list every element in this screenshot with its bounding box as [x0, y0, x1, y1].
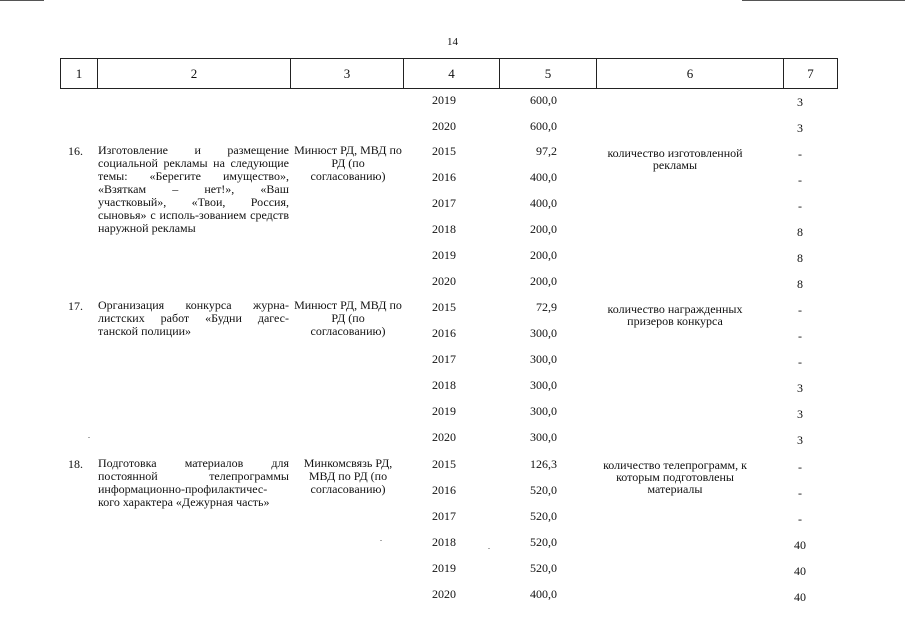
indicator-value-cell: - — [798, 147, 802, 161]
funding-cell: 300,0 — [530, 378, 557, 392]
scan-edge-line — [0, 0, 44, 1]
funding-cell: 600,0 — [530, 93, 557, 107]
indicator-value-cell: 3 — [797, 381, 803, 395]
year-cell: 2017 — [432, 352, 456, 366]
indicator-value-cell: 40 — [794, 564, 806, 578]
year-cell: 2015 — [432, 457, 456, 471]
header-col-5: 5 — [499, 59, 596, 88]
funding-cell: 200,0 — [530, 248, 557, 262]
funding-cell: 126,3 — [530, 457, 557, 471]
year-cell: 2016 — [432, 483, 456, 497]
funding-cell: 200,0 — [530, 222, 557, 236]
funding-cell: 300,0 — [530, 326, 557, 340]
item-executor: Минюст РД, МВД по РД (по согласованию) — [294, 298, 402, 338]
funding-cell: 72,9 — [536, 300, 557, 314]
header-col-1: 1 — [60, 59, 97, 88]
indicator-value-cell: 3 — [797, 95, 803, 109]
year-cell: 2018 — [432, 222, 456, 236]
scan-speck — [380, 540, 382, 541]
funding-cell: 300,0 — [530, 430, 557, 444]
header-col-2: 2 — [97, 59, 290, 88]
year-cell: 2018 — [432, 535, 456, 549]
year-cell: 2019 — [432, 561, 456, 575]
year-cell: 2020 — [432, 587, 456, 601]
funding-cell: 97,2 — [536, 144, 557, 158]
item-executor: Минюст РД, МВД по РД (по согласованию) — [294, 143, 402, 183]
indicator-value-cell: 3 — [797, 121, 803, 135]
funding-cell: 200,0 — [530, 274, 557, 288]
funding-cell: 400,0 — [530, 170, 557, 184]
funding-cell: 520,0 — [530, 509, 557, 523]
indicator-value-cell: 40 — [794, 590, 806, 604]
year-cell: 2016 — [432, 170, 456, 184]
item-description: Подготовка материалов для постоянной телепрограммы информационно-профилактичес-кого характера «Дежурная часть» — [98, 456, 289, 509]
year-cell: 2019 — [432, 248, 456, 262]
item-number: 17. — [68, 299, 83, 313]
item-number: 16. — [68, 144, 83, 158]
item-indicator: количество награжденных призеров конкурса — [607, 302, 743, 328]
table-header-row — [60, 58, 838, 89]
funding-cell: 300,0 — [530, 404, 557, 418]
item-indicator: количество изготовленной рекламы — [607, 146, 743, 172]
year-cell: 2018 — [432, 378, 456, 392]
indicator-value-cell: 8 — [797, 277, 803, 291]
year-cell: 2020 — [432, 430, 456, 444]
scan-speck — [88, 437, 90, 438]
indicator-value-cell: - — [798, 329, 802, 343]
indicator-value-cell: 8 — [797, 225, 803, 239]
funding-cell: 600,0 — [530, 119, 557, 133]
year-cell: 2019 — [432, 404, 456, 418]
scan-edge-line — [742, 0, 905, 1]
header-col-7: 7 — [783, 59, 838, 88]
item-number: 18. — [68, 457, 83, 471]
year-cell: 2015 — [432, 300, 456, 314]
funding-cell: 400,0 — [530, 196, 557, 210]
year-cell: 2017 — [432, 509, 456, 523]
page-number: 14 — [447, 36, 458, 48]
year-cell: 2020 — [432, 119, 456, 133]
funding-cell: 400,0 — [530, 587, 557, 601]
funding-cell: 520,0 — [530, 483, 557, 497]
header-col-4: 4 — [403, 59, 499, 88]
indicator-value-cell: 8 — [797, 251, 803, 265]
indicator-value-cell: 3 — [797, 433, 803, 447]
header-col-6: 6 — [596, 59, 783, 88]
funding-cell: 300,0 — [530, 352, 557, 366]
indicator-value-cell: - — [798, 199, 802, 213]
year-cell: 2016 — [432, 326, 456, 340]
year-cell: 2020 — [432, 274, 456, 288]
item-executor: Минкомсвязь РД, МВД по РД (по согласованию) — [303, 456, 393, 496]
indicator-value-cell: - — [798, 512, 802, 526]
indicator-value-cell: - — [798, 355, 802, 369]
year-cell: 2017 — [432, 196, 456, 210]
year-cell: 2019 — [432, 93, 456, 107]
funding-cell: 520,0 — [530, 561, 557, 575]
indicator-value-cell: - — [798, 460, 802, 474]
indicator-value-cell: 3 — [797, 407, 803, 421]
indicator-value-cell: 40 — [794, 538, 806, 552]
header-col-3: 3 — [290, 59, 403, 88]
item-description: Изготовление и размещение социальной рекламы на следующие темы: «Берегите имущество», «Взяткам – нет!», «Ваш участковый», «Твои, Россия, сыновья» с исполь-зованием средств наружной рекламы — [98, 143, 289, 235]
funding-cell: 520,0 — [530, 535, 557, 549]
indicator-value-cell: - — [798, 173, 802, 187]
year-cell: 2015 — [432, 144, 456, 158]
indicator-value-cell: - — [798, 486, 802, 500]
scan-speck — [488, 548, 490, 549]
item-description: Организация конкурса журна-листских работ «Будни дагес-танской полиции» — [98, 298, 289, 338]
item-indicator: количество телепрограмм, к которым подготовлены материалы — [603, 458, 747, 496]
indicator-value-cell: - — [798, 303, 802, 317]
